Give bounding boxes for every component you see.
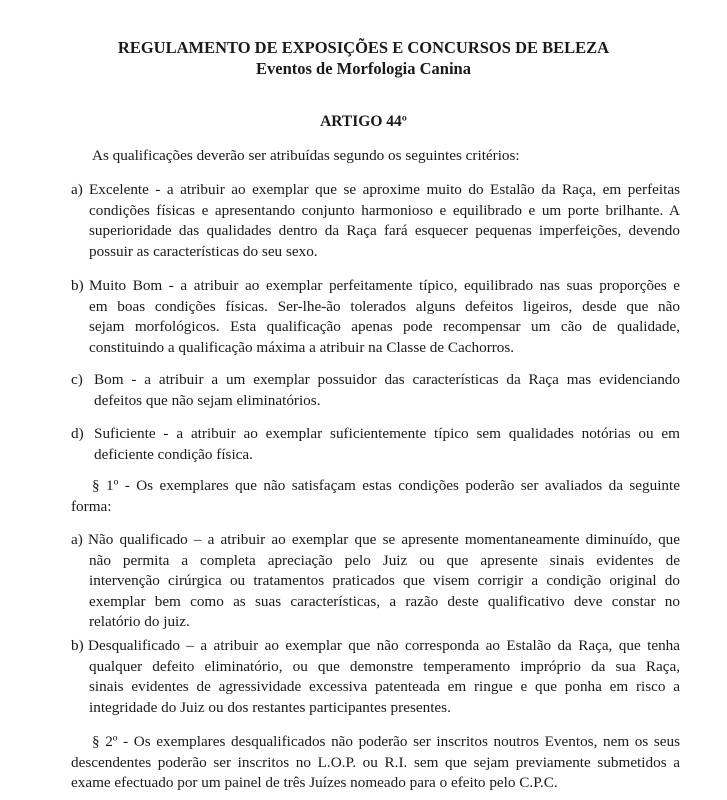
item-line: em boas condições físicas. Ser-lhe-ão tolerados alguns defeitos ligeiros, desde que não [89, 297, 680, 315]
qualification-suficiente [71, 424, 680, 465]
item-line: intervenção cirúrgica ou tratamentos praticados que visem corrigir a condição original do [89, 572, 680, 589]
item-line: não permita a completa apreciação pelo Juiz ou que apresente sinais evidentes de [89, 551, 680, 569]
section-2-paragraph [71, 732, 680, 794]
intro-paragraph: As qualificações deverão ser atribuídas segundo os seguintes critérios: [92, 147, 520, 164]
item-line: Excelente - a atribuir ao exemplar que se aproxime muito do Estalão da Raça, em perfeitas [89, 181, 680, 198]
item-marker: b) [71, 277, 84, 294]
section-line: forma: [71, 497, 112, 515]
section-line: § 1º - Os exemplares que não satisfaçam estas condições poderão ser avaliados da seguinte [92, 477, 680, 494]
section-line: exame efectuado por um painel de três Juízes nomeado para o efeito pelo C.P.C. [71, 774, 558, 791]
item-line: relatório do juiz. [89, 613, 190, 630]
item-line: integridade do Juiz ou dos restantes participantes presentes. [89, 698, 451, 716]
section-line: descendentes poderão ser inscritos no L.O.P. ou R.I. sem que sejam previamente submetidos a [71, 753, 680, 771]
item-marker: a) [71, 531, 83, 548]
qualification-excelente [71, 180, 680, 262]
item-marker: b) [71, 637, 84, 654]
item-line: deficiente condição física. [94, 445, 253, 463]
document-subtitle: Eventos de Morfologia Canina [256, 59, 471, 78]
item-line: sinais evidentes de agressividade excessiva patenteada em ringue e que ponha em risco a [89, 678, 680, 695]
document-title: REGULAMENTO DE EXPOSIÇÕES E CONCURSOS DE BELEZA [117, 38, 610, 57]
article-heading: ARTIGO 44º [320, 113, 407, 130]
item-marker: a) [71, 181, 83, 198]
item-line: sejam morfológicos. Esta qualificação apenas pode recompensar um cão de qualidade, [89, 318, 680, 335]
qualification-muito-bom [71, 276, 680, 358]
item-line: qualquer defeito eliminatório, ou que demonstre temperamento impróprio da sua Raça, [89, 657, 680, 675]
qualification-nao-qualificado [71, 530, 680, 633]
item-line: Suficiente - a atribuir ao exemplar suficientemente típico sem qualidades notórias ou em [94, 425, 680, 442]
item-line: defeitos que não sejam eliminatórios. [94, 391, 321, 409]
item-line: Desqualificado – a atribuir ao exemplar que não corresponda ao Estalão da Raça, que tenha [88, 637, 680, 654]
item-line: constituindo a qualificação máxima a atribuir na Classe de Cachorros. [89, 338, 515, 356]
item-line: Não qualificado – a atribuir ao exemplar que se apresente momentaneamente diminuído, que [88, 531, 680, 548]
section-line: § 2º - Os exemplares desqualificados não poderão ser inscritos noutros Eventos, nem os seus [92, 733, 680, 750]
section-1-paragraph [71, 476, 680, 517]
item-line: superioridade das qualidades dentro da Raça fará esquecer pequenas imperfeições, devendo [89, 222, 680, 239]
item-line: possuir as características do seu sexo. [89, 242, 318, 260]
item-line: Muito Bom - a atribuir ao exemplar perfeitamente típico, equilibrado nas suas proporções e [89, 277, 680, 294]
qualification-desqualificado [71, 636, 680, 718]
item-marker: d) [71, 425, 84, 442]
qualification-bom [71, 370, 680, 411]
item-marker: c) [71, 371, 83, 388]
item-line: Bom - a atribuir a um exemplar possuidor das características da Raça mas evidenciando [94, 371, 680, 388]
item-line: exemplar bem como as suas características, a razão deste qualificativo deve constar no [89, 592, 680, 610]
item-line: condições físicas e apresentando conjunto harmonioso e equilibrado e um porte brilhante. A [89, 201, 680, 219]
